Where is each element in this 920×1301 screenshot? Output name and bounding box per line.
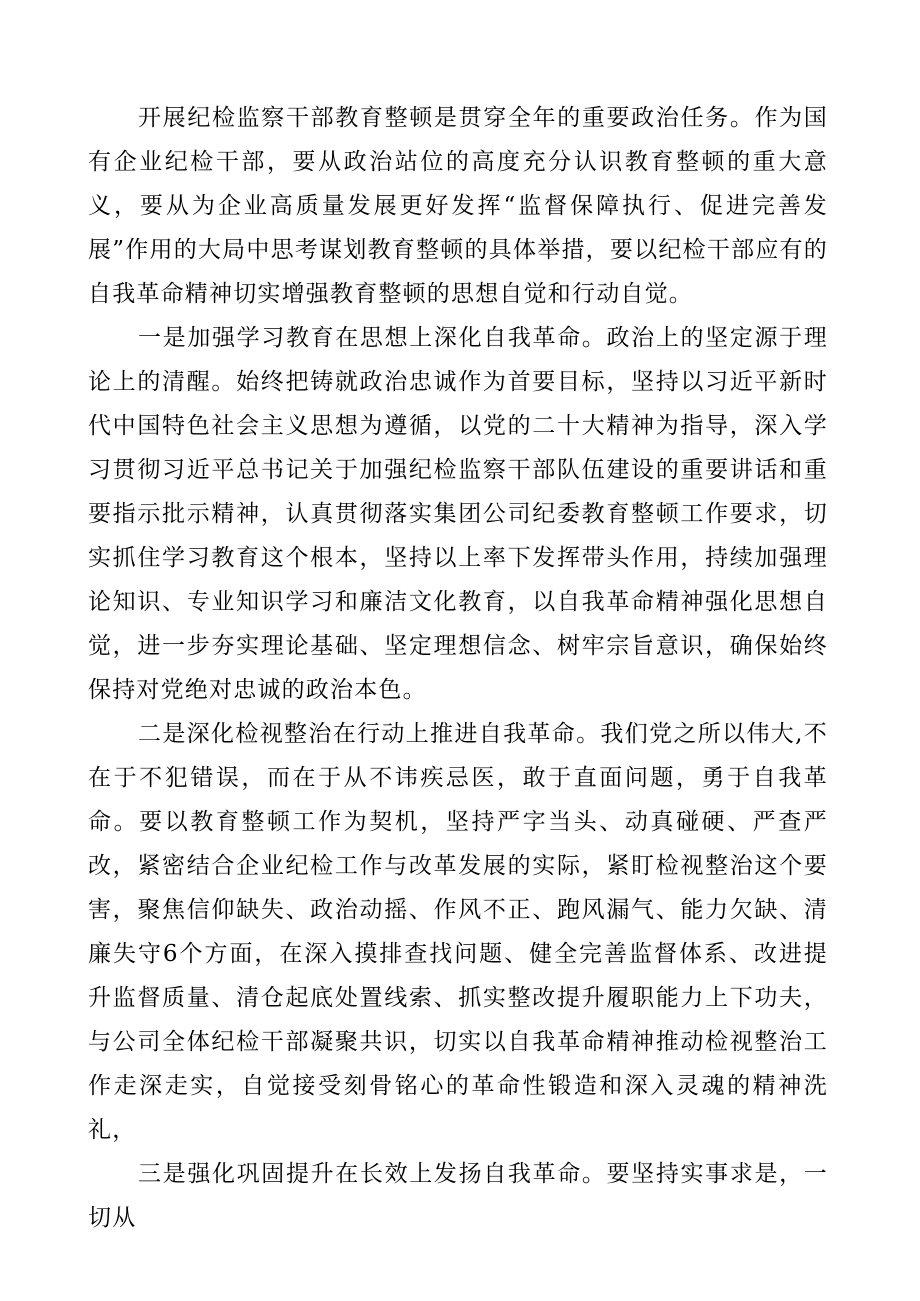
paragraph-point-one: 一是加强学习教育在思想上深化自我革命。政治上的坚定源于理论上的清醒。始终把铸就政治忠诚作为首要目标，坚持以习近平新时代中国特色社会主义思想为遵循，以党的二十大精神为指导，深入学习贯彻习近平总书记关于加强纪检监察干部队伍建设的重要讲话和重要指示批示精神，认真贯彻落实集团公司纪委教育整顿工作要求，切实抓住学习教育这个根本，坚持以上率下发挥带头作用，持续加强理论知识、专业知识学习和廉洁文化教育，以自我革命精神强化思想自觉，进一步夯实理论基础、坚定理想信念、树牢宗旨意识，确保始终保持对党绝对忠诚的政治本色。 bbox=[88, 325, 828, 703]
paragraph-intro: 开展纪检监察干部教育整顿是贯穿全年的重要政治任务。作为国有企业纪检干部，要从政治站位的高度充分认识教育整顿的重大意义，要从为企业高质量发展更好发挥“监督保障执行、促进完善发展”作用的大局中思考谋划教育整顿的具体举措，要以纪检干部应有的自我革命精神切实增强教育整顿的思想自觉和行动自觉。 bbox=[88, 105, 828, 307]
document-body bbox=[88, 96, 828, 1240]
paragraph-point-three: 三是强化巩固提升在长效上发扬自我革命。要坚持实事求是，一切从 bbox=[88, 1161, 828, 1231]
paragraph-point-two: 二是深化检视整治在行动上推进自我革命。我们党之所以伟大,不在于不犯错误，而在于从不讳疾忌医，敢于直面问题，勇于自我革命。要以教育整顿工作为契机，坚持严字当头、动真碰硬、严查严改，紧密结合企业纪检工作与改革发展的实际，紧盯检视整治这个要害，聚焦信仰缺失、政治动摇、作风不正、跑风漏气、能力欠缺、清廉失守6个方面，在深入摸排查找问题、健全完善监督体系、改进提升监督质量、清仓起底处置线索、抓实整改提升履职能力上下功夫，与公司全体纪检干部凝聚共识，切实以自我革命精神推动检视整治工作走深走实，自觉接受刻骨铭心的革命性锻造和深入灵魂的精神洗礼， bbox=[88, 721, 828, 1143]
